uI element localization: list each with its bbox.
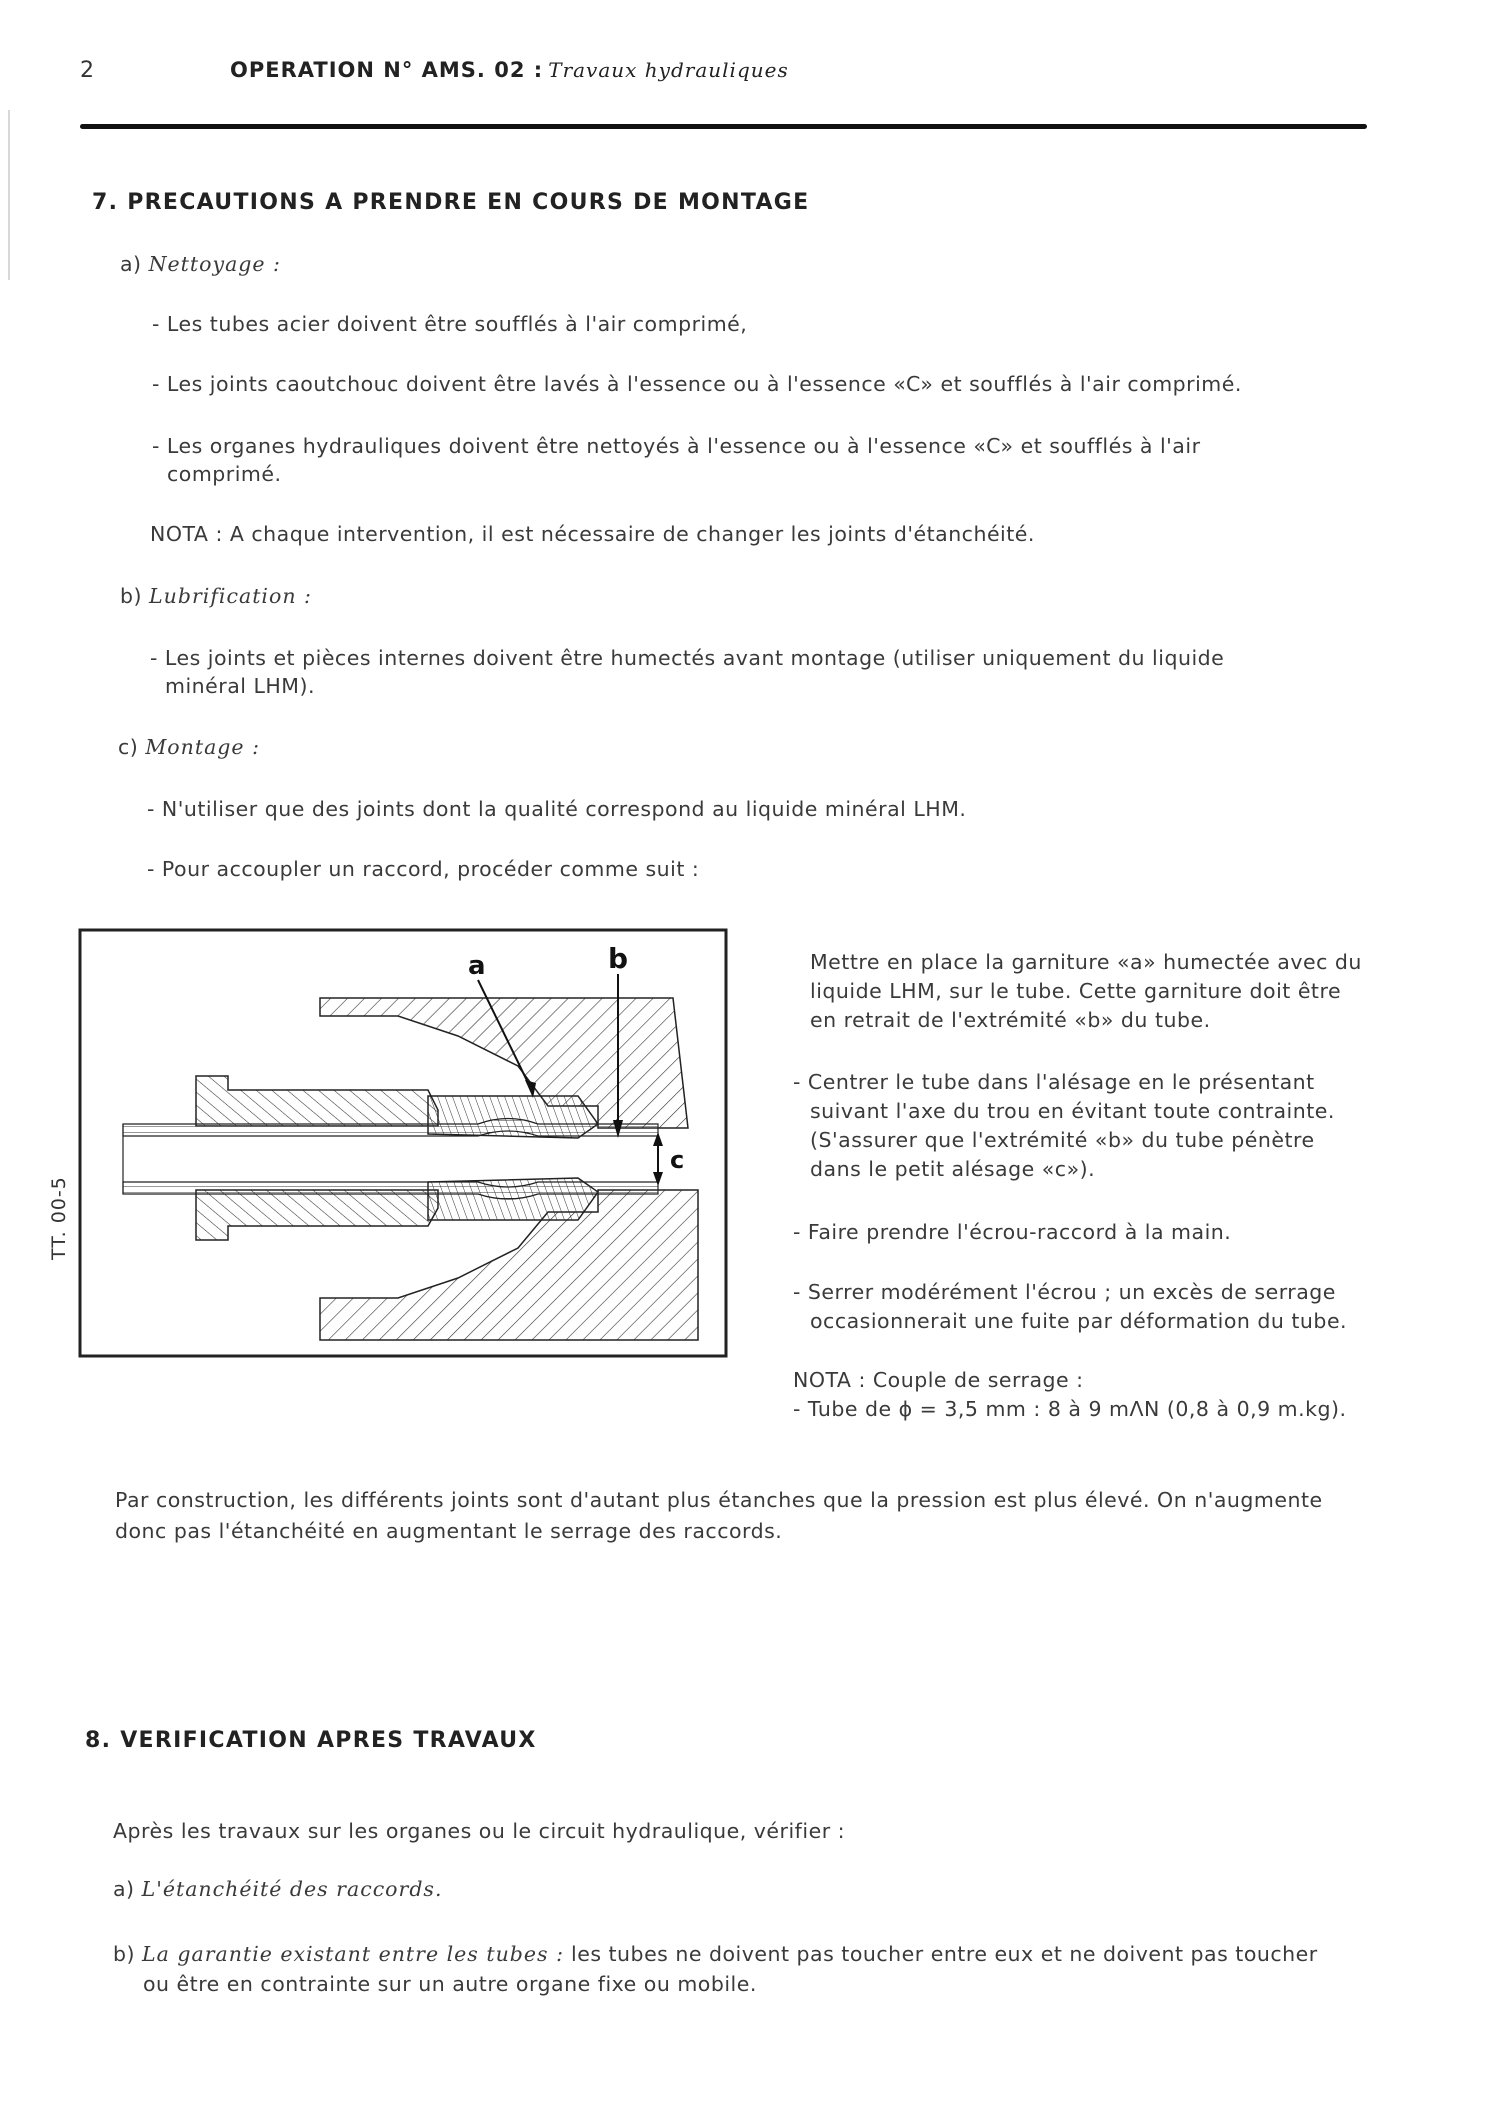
closing-line-1: Par construction, les différents joints sont d'autant plus étanches que la pression est plus élevé. On n'augmente: [115, 1488, 1323, 1512]
page-number: 2: [80, 58, 94, 83]
a-line-2: - Les joints caoutchouc doivent être lavés à l'essence ou à l'essence «C» et soufflés à l'air comprimé.: [152, 372, 1242, 396]
rc-line-4: - Centrer le tube dans l'alésage en le présentant: [793, 1070, 1315, 1094]
label-c: c: [670, 1146, 685, 1174]
nota-joints: NOTA : A chaque intervention, il est nécessaire de changer les joints d'étanchéité.: [150, 522, 1035, 546]
item-c-label: c): [118, 735, 139, 759]
c-line-2: - Pour accoupler un raccord, procéder comme suit :: [147, 857, 700, 881]
rc-line-1: Mettre en place la garniture «a» humectée avec du: [810, 950, 1362, 974]
closing-line-2: donc pas l'étanchéité en augmentant le serrage des raccords.: [115, 1519, 783, 1543]
item-c-heading: [118, 733, 260, 762]
b-line-2: minéral LHM).: [165, 674, 316, 698]
s8-item-a-title: L'étanchéité des raccords.: [141, 1877, 443, 1901]
rc-line-2: liquide LHM, sur le tube. Cette garniture doit être: [810, 979, 1342, 1003]
label-a: a: [468, 951, 486, 981]
item-b-heading: [120, 582, 312, 611]
rc-line-6: (S'assurer que l'extrémité «b» du tube pénètre: [810, 1128, 1315, 1152]
s8-item-b-label: b): [113, 1942, 136, 1966]
rc-line-7: dans le petit alésage «c»).: [810, 1157, 1096, 1181]
rc-line-10: occasionnerait une fuite par déformation du tube.: [810, 1309, 1348, 1333]
rc-line-9: - Serrer modérément l'écrou ; un excès de serrage: [793, 1280, 1336, 1304]
s8-item-a: [113, 1875, 442, 1904]
item-b-label: b): [120, 584, 143, 608]
rc-nota: NOTA : Couple de serrage :: [793, 1368, 1084, 1392]
header-rule: [80, 124, 1367, 129]
item-a-title: Nettoyage :: [148, 252, 281, 276]
label-b: b: [608, 942, 629, 975]
s8-item-a-label: a): [113, 1877, 135, 1901]
item-a-heading: [120, 250, 281, 279]
a-line-3: - Les organes hydrauliques doivent être nettoyés à l'essence ou à l'essence «C» et soufflés à l'air: [152, 434, 1201, 458]
item-a-label: a): [120, 252, 142, 276]
rc-line-3: en retrait de l'extrémité «b» du tube.: [810, 1008, 1211, 1032]
s8-item-b: [113, 1940, 1318, 1969]
s8-item-b-text: les tubes ne doivent pas toucher entre eux et ne doivent pas toucher: [571, 1942, 1318, 1966]
side-reference: TT. 00-5: [48, 1176, 70, 1260]
item-b-title: Lubrification :: [149, 584, 312, 608]
b-line-1: - Les joints et pièces internes doivent être humectés avant montage (utiliser uniquement du liquide: [150, 646, 1225, 670]
page-header: [230, 58, 789, 82]
a-line-4: comprimé.: [167, 462, 282, 486]
header-subject: Travaux hydrauliques: [548, 58, 789, 82]
rc-torque: - Tube de ϕ = 3,5 mm : 8 à 9 mΛN (0,8 à 0,9 m.kg).: [793, 1397, 1347, 1421]
rc-line-8: - Faire prendre l'écrou-raccord à la main.: [793, 1220, 1232, 1244]
scan-edge-mark: [8, 110, 10, 280]
s8-item-b-text-2: ou être en contrainte sur un autre organe fixe ou mobile.: [143, 1972, 757, 1996]
s8-item-b-title: La garantie existant entre les tubes :: [142, 1942, 564, 1966]
header-operation: OPERATION N° AMS. 02 :: [230, 58, 544, 82]
fitting-cross-section-figure: [78, 928, 730, 1360]
a-line-1: - Les tubes acier doivent être soufflés à l'air comprimé,: [152, 312, 748, 336]
c-line-1: - N'utiliser que des joints dont la qualité correspond au liquide minéral LHM.: [147, 797, 967, 821]
section-7-title: 7. PRECAUTIONS A PRENDRE EN COURS DE MONTAGE: [92, 190, 810, 215]
section-8-title: 8. VERIFICATION APRES TRAVAUX: [85, 1728, 537, 1753]
item-c-title: Montage :: [145, 735, 260, 759]
section-8-intro: Après les travaux sur les organes ou le circuit hydraulique, vérifier :: [113, 1819, 846, 1843]
rc-line-5: suivant l'axe du trou en évitant toute contrainte.: [810, 1099, 1335, 1123]
